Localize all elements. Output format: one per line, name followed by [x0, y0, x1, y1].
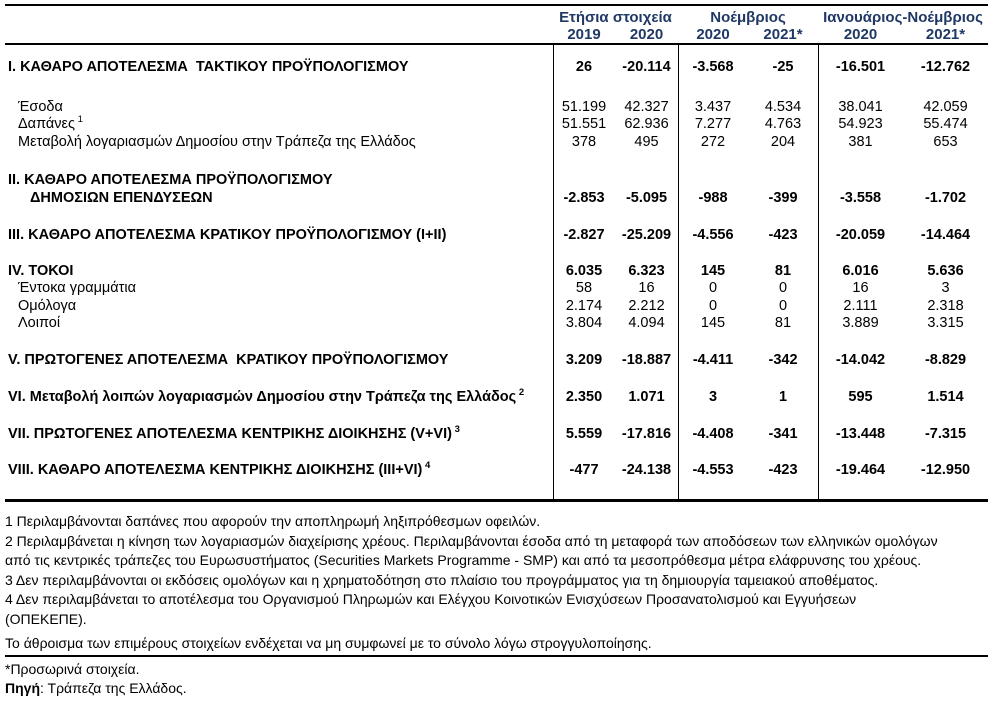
value-cell: -341 [768, 425, 798, 442]
row-label: Μεταβολή λογαριασμών Δημοσίου στην Τράπεζα της Ελλάδος [18, 133, 416, 150]
footnote-line: 4 Δεν περιλαμβάνεται το αποτέλεσμα του Οργανισμού Πληρωμών και Ελέγχου Κοινοτικών Ενισχύσεων Προσανατολισμού και Εγγυήσεων [5, 591, 857, 607]
year-row [0, 27, 988, 43]
source-text: : Τράπεζα της Ελλάδος. [40, 680, 187, 696]
value-cell: 0 [778, 280, 788, 296]
value-cell: 42.059 [923, 98, 968, 115]
value-cell: 381 [848, 133, 873, 150]
value-cell: -342 [768, 351, 798, 368]
value-cell: -7.315 [924, 425, 967, 442]
table-row [0, 263, 988, 281]
table-row [0, 462, 988, 480]
footnotes [5, 512, 1000, 654]
value-cell: 1 [778, 389, 788, 405]
value-cell: -3.568 [692, 59, 734, 75]
value-cell: 272 [700, 133, 726, 150]
year-header: 2019 [567, 26, 601, 43]
table-row [0, 298, 988, 316]
value-cell: -4.556 [692, 227, 734, 243]
value-cell: -399 [768, 189, 798, 206]
value-cell: -24.138 [621, 462, 672, 478]
column-divider [818, 45, 819, 499]
footnote-line: από τις κεντρικές τράπεζες του Ευρωσυστήματος (Securities Markets Programme - SMP) και από τα μεσοπρόθεσμα μέτρα ελάφρυνσης του χρέους. [5, 552, 922, 568]
value-cell: -988 [698, 189, 728, 206]
value-cell: -3.558 [839, 189, 882, 206]
table-header [0, 10, 988, 43]
column-group-row [0, 10, 988, 26]
value-cell: 4.094 [628, 315, 665, 331]
value-cell: -16.501 [835, 59, 886, 75]
value-cell: 1.514 [927, 389, 964, 405]
row-label: V. ΠΡΩΤΟΓΕΝΕΣ ΑΠΟΤΕΛΕΣΜΑ ΚΡΑΤΙΚΟΥ ΠΡΟΫΠΟΛΟΓΙΣΜΟΥ [8, 351, 449, 368]
table-row [0, 227, 988, 245]
value-cell: 38.041 [838, 98, 883, 115]
value-cell: 54.923 [838, 116, 883, 132]
footnote-line: (ΟΠΕΚΕΠΕ). [5, 610, 87, 627]
row-label: Έντοκα γραμμάτια [18, 280, 136, 296]
value-cell: -2.853 [563, 189, 605, 206]
value-cell: 5.559 [565, 425, 603, 442]
value-cell: -25.209 [621, 227, 672, 243]
source-line [5, 679, 1000, 698]
value-cell: 26 [575, 59, 593, 75]
value-cell: -14.042 [835, 351, 886, 368]
value-cell: 595 [848, 389, 873, 405]
value-cell: 2.318 [927, 297, 964, 314]
value-cell: 51.199 [561, 98, 607, 115]
footer-rule [5, 655, 988, 657]
value-cell: -8.829 [924, 351, 967, 368]
value-cell: 5.636 [927, 262, 964, 279]
row-label: III. ΚΑΘΑΡΟ ΑΠΟΤΕΛΕΣΜΑ ΚΡΑΤΙΚΟΥ ΠΡΟΫΠΟΛΟΓΙΣΜΟΥ (I+II) [8, 227, 447, 243]
row-label: I. ΚΑΘΑΡΟ ΑΠΟΤΕΛΕΣΜΑ ΤΑΚΤΙΚΟΥ ΠΡΟΫΠΟΛΟΓΙΣΜΟΥ [8, 59, 409, 75]
value-cell: 495 [634, 133, 659, 150]
year-header: 2021* [925, 26, 966, 43]
value-cell: 81 [774, 315, 792, 331]
value-cell: -12.950 [920, 462, 971, 478]
row-label: Δαπάνες $^1$ [18, 114, 83, 132]
value-cell: 204 [770, 133, 796, 150]
value-cell: 2.350 [565, 389, 603, 405]
source-label: Πηγή [5, 680, 40, 696]
row-label: VII. ΠΡΩΤΟΓΕΝΕΣ ΑΠΟΤΕΛΕΣΜΑ ΚΕΝΤΡΙΚΗΣ ΔΙΟΙΚΗΣΗΣ (V+VI) $^3$ [8, 423, 460, 442]
value-cell: 0 [708, 297, 718, 314]
table-bottom-rule [5, 499, 988, 502]
row-label: II. ΚΑΘΑΡΟ ΑΠΟΤΕΛΕΣΜΑ ΠΡΟΫΠΟΛΟΓΙΣΜΟΥ ΔΗΜΟΣΙΩΝ ΕΠΕΝΔΥΣΕΩΝ [8, 172, 333, 206]
value-cell: 0 [708, 280, 718, 296]
value-cell: -18.887 [621, 351, 672, 368]
value-cell: -5.095 [625, 189, 668, 206]
value-cell: 2.111 [843, 297, 878, 314]
value-cell: -477 [569, 462, 599, 478]
value-cell: 3.315 [927, 315, 964, 331]
value-cell: 16 [638, 280, 655, 296]
value-cell: -4.408 [692, 425, 734, 442]
column-divider [553, 45, 554, 499]
value-cell: -2.827 [563, 227, 605, 243]
value-cell: 6.323 [628, 262, 665, 279]
value-cell: 145 [700, 315, 726, 331]
value-cell: 51.551 [561, 116, 607, 132]
row-label: Ομόλογα [18, 297, 77, 314]
column-group-annual: Ετήσια στοιχεία [559, 9, 672, 26]
table-row [0, 352, 988, 370]
value-cell: 6.035 [565, 262, 603, 279]
table-row [0, 280, 988, 298]
value-cell: 378 [571, 133, 597, 150]
value-cell: 0 [778, 297, 788, 314]
footnote-line: 3 Δεν περιλαμβάνονται οι εκδόσεις ομολόγων και η χρηματοδότηση στο πλαίσιο του προγράμματος για τη δημιουργία ταμειακού αποθέματος. [5, 571, 879, 588]
value-cell: 3.437 [694, 98, 732, 115]
value-cell: -19.464 [835, 462, 886, 478]
value-cell: 3.804 [565, 315, 603, 331]
value-cell: 4.534 [764, 98, 802, 115]
table-row [0, 423, 988, 444]
table-body [0, 45, 988, 480]
value-cell: -17.816 [621, 425, 672, 442]
value-cell: 58 [575, 280, 593, 296]
row-label: IV. ΤΟΚΟΙ [8, 262, 74, 279]
footnote-line: 1 Περιλαμβάνονται δαπάνες που αφορούν την αποπληρωμή ληξιπρόθεσμων οφειλών. [5, 513, 541, 529]
year-header: 2020 [843, 26, 878, 43]
column-group-january-november: Ιανουάριος-Νοέμβριος [823, 9, 983, 26]
table-row [0, 134, 988, 152]
column-group-november: Νοέμβριος [710, 9, 786, 26]
value-cell: -13.448 [835, 425, 886, 442]
table-row [0, 59, 988, 77]
value-cell: 3 [708, 389, 718, 405]
value-cell: 7.277 [694, 116, 732, 132]
value-cell: -25 [772, 59, 794, 75]
value-cell: 653 [933, 133, 958, 150]
value-cell: 1.071 [628, 389, 665, 405]
value-cell: 2.174 [565, 297, 603, 314]
value-cell: 2.212 [628, 297, 665, 314]
column-divider [678, 45, 679, 499]
row-label: Έσοδα [18, 98, 63, 115]
value-cell: -14.464 [920, 227, 971, 243]
value-cell: -4.411 [692, 351, 734, 368]
year-header: 2020 [629, 26, 664, 43]
value-cell: 81 [774, 262, 792, 279]
top-rule [5, 4, 988, 6]
footnote-line: 2 Περιλαμβάνεται η κίνηση των λογαριασμών διαχείρισης χρέους. Περιλαμβάνονται έσοδα από τη μεταφορά των αποδόσεων των ελληνικών ομολόγων [5, 532, 938, 549]
table-row [0, 315, 988, 333]
value-cell: 62.936 [624, 116, 669, 132]
value-cell: -423 [768, 462, 798, 478]
value-cell: -4.553 [692, 462, 734, 478]
value-cell: 42.327 [624, 98, 669, 115]
row-label: Λοιποί [18, 315, 61, 331]
year-header: 2021* [763, 26, 803, 43]
value-cell: 6.016 [842, 262, 879, 279]
value-cell: -20.114 [622, 59, 671, 75]
row-label: VIII. ΚΑΘΑΡΟ ΑΠΟΤΕΛΕΣΜΑ ΚΕΝΤΡΙΚΗΣ ΔΙΟΙΚΗΣΗΣ (III+VI) $^4$ [8, 460, 431, 478]
provisional-note: *Προσωρινά στοιχεία. [5, 661, 140, 677]
value-cell: 3.209 [565, 351, 603, 368]
value-cell: 55.474 [923, 116, 968, 132]
year-header: 2020 [696, 26, 730, 43]
row-label: VI. Μεταβολή λοιπών λογαριασμών Δημοσίου στην Τράπεζα της Ελλάδος $^2$ [8, 387, 525, 405]
value-cell: -423 [768, 227, 798, 243]
value-cell: 4.763 [764, 116, 802, 132]
value-cell: 16 [852, 280, 869, 296]
table-row [0, 99, 988, 117]
value-cell: -1.702 [924, 189, 967, 206]
table-row [0, 172, 988, 207]
value-cell: 3.889 [842, 315, 879, 331]
value-cell: 3 [941, 280, 950, 296]
table-row [0, 389, 988, 407]
footnote-line: Το άθροισμα των επιμέρους στοιχείων ενδέχεται να μη συμφωνεί με το σύνολο λόγω στρογγυλοποίησης. [5, 635, 652, 651]
footer [5, 660, 1000, 698]
value-cell: -20.059 [835, 227, 886, 243]
value-cell: 145 [700, 262, 726, 279]
value-cell: -12.762 [920, 59, 971, 75]
table-row [0, 116, 988, 134]
